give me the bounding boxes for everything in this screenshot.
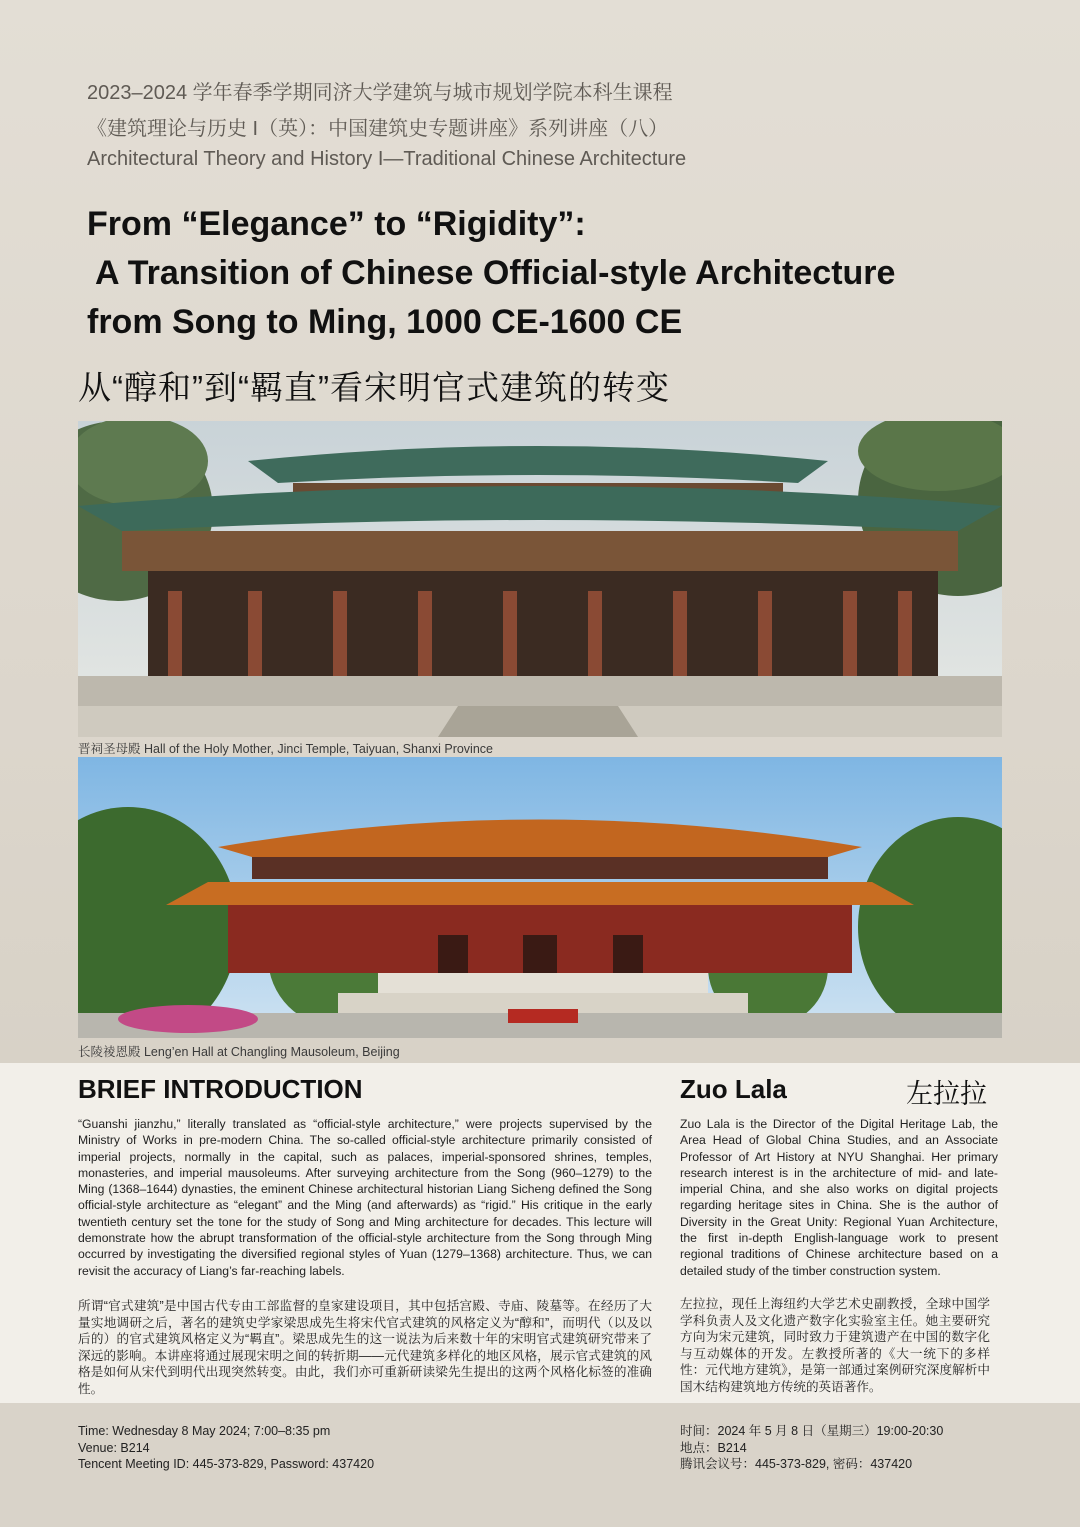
event-time-cn: 时间：2024 年 5 月 8 日（星期三）19:00-20:30: [680, 1424, 944, 1438]
speaker-bio-en: Zuo Lala is the Director of the Digital Heritage Lab, the Area Head of Global China Studies, and an Associate Professor of Art History at NYU Shanghai. Her primary research interest is in the architecture of mid- and late-imperial China, and she also works on digital projects regarding heritage sites in China. She is the author of Diversity in the Great Unity: Regional Yuan Architecture, the first in-depth English-language work to present regional traditions of Chinese architecture based on a detailed study of the timber construction system.: [680, 1117, 998, 1278]
event-info-en: [78, 1423, 638, 1473]
event-venue-en: Venue: B214: [78, 1440, 150, 1455]
course-line-cn: 2023–2024 学年春季学期同济大学建筑与城市规划学院本科生课程: [87, 82, 673, 104]
event-meeting-en: Tencent Meeting ID: 445-373-829, Password: 437420: [78, 1457, 375, 1471]
brief-introduction-heading: BRIEF INTRODUCTION: [78, 1074, 363, 1104]
event-meeting-cn: 腾讯会议号：445-373-829, 密码：437420: [680, 1457, 913, 1471]
intro-text-cn: 所谓“官式建筑”是中国古代专由工部监督的皇家建设项目，其中包括宫殿、寺庙、陵墓等。在经历了大量实地调研之后，著名的建筑史学家梁思成先生将宋代官式建筑的风格定义为“醇和”，而明代（以及以后的）的官式建筑风格定义为“羁直”。梁思成先生的这一说法为后来数十年的宋明官式建筑研究带来了深远的影响。本讲座将通过展现宋明之间的转折期——元代建筑多样化的地区风格，展示官式建筑的风格是如何从宋代到明代出现突然转变。由此，我们亦可重新研读梁先生提出的这两个风格化标签的准确性。: [78, 1299, 652, 1396]
course-line-en: Architectural Theory and History I—Traditional Chinese Architecture: [87, 148, 687, 170]
event-info-cn: [680, 1423, 1000, 1473]
series-line-cn: 《建筑理论与历史 I（英）：中国建筑史专题讲座》系列讲座（八）: [87, 118, 669, 140]
photo-lengen-hall: [78, 757, 1002, 1038]
event-time-en: Time: Wednesday 8 May 2024; 7:00–8:35 pm: [78, 1424, 331, 1438]
title-cn: 从“醇和”到“羁直”看宋明官式建筑的转变: [78, 369, 670, 406]
title-en-line2: A Transition of Chinese Official-style Architecture: [95, 254, 896, 292]
lengen-hall-illustration: [78, 757, 1002, 1038]
speaker-name-cn: 左拉拉: [906, 1079, 987, 1109]
speaker-bio-cn: 左拉拉，现任上海纽约大学艺术史副教授，全球中国学学科负责人及文化遗产数字化实验室主任。她主要研究方向为宋元建筑，同时致力于建筑遗产在中国的数字化与互动媒体的开发。左教授所著的《大一统下的多样性：元代地方建筑》，是第一部通过案例研究深度解析中国木结构建筑地方传统的英语著作。: [680, 1297, 990, 1394]
title-en-line3: from Song to Ming, 1000 CE-1600 CE: [87, 303, 683, 341]
photo-caption-1: 晋祠圣母殿 Hall of the Holy Mother, Jinci Temple, Taiyuan, Shanxi Province: [78, 742, 493, 756]
photo-jinci-hall: [78, 421, 1002, 737]
jinci-hall-illustration: [78, 421, 1002, 737]
event-venue-cn: 地点：B214: [680, 1440, 747, 1455]
speaker-name-en: Zuo Lala: [680, 1074, 787, 1104]
photo-caption-2: 长陵祾恩殿 Leng’en Hall at Changling Mausoleum, Beijing: [78, 1045, 400, 1059]
intro-text-en: “Guanshi jianzhu,” literally translated as “official-style architecture,” were projects supervised by the Ministry of Works in pre-modern China. The so-called official-style architecture primarily consisted of imperial projects, normally in the capital, such as palaces, imperial-sponsored shrines, temples, monasteries, and imperial mausoleums. After surveying architecture from the Song (960–1279) to the Ming (1368–1644) dynasties, the eminent Chinese architectural historian Liang Sicheng defined the Song official-style architecture as “elegant” and the Ming (and afterwards) as “rigid.” His critique in the early twentieth century set the tone for the study of Song and Ming architecture for decades. This lecture will demonstrate how the abrupt transformation of the official-style architecture from the Song through Ming occurred by investigating the diversified regional styles of Yuan (1279–1368) architecture. Thus, we can revisit the accuracy of Liang’s far-reaching labels.: [78, 1117, 652, 1278]
title-en-line1: From “Elegance” to “Rigidity”:: [87, 205, 586, 243]
